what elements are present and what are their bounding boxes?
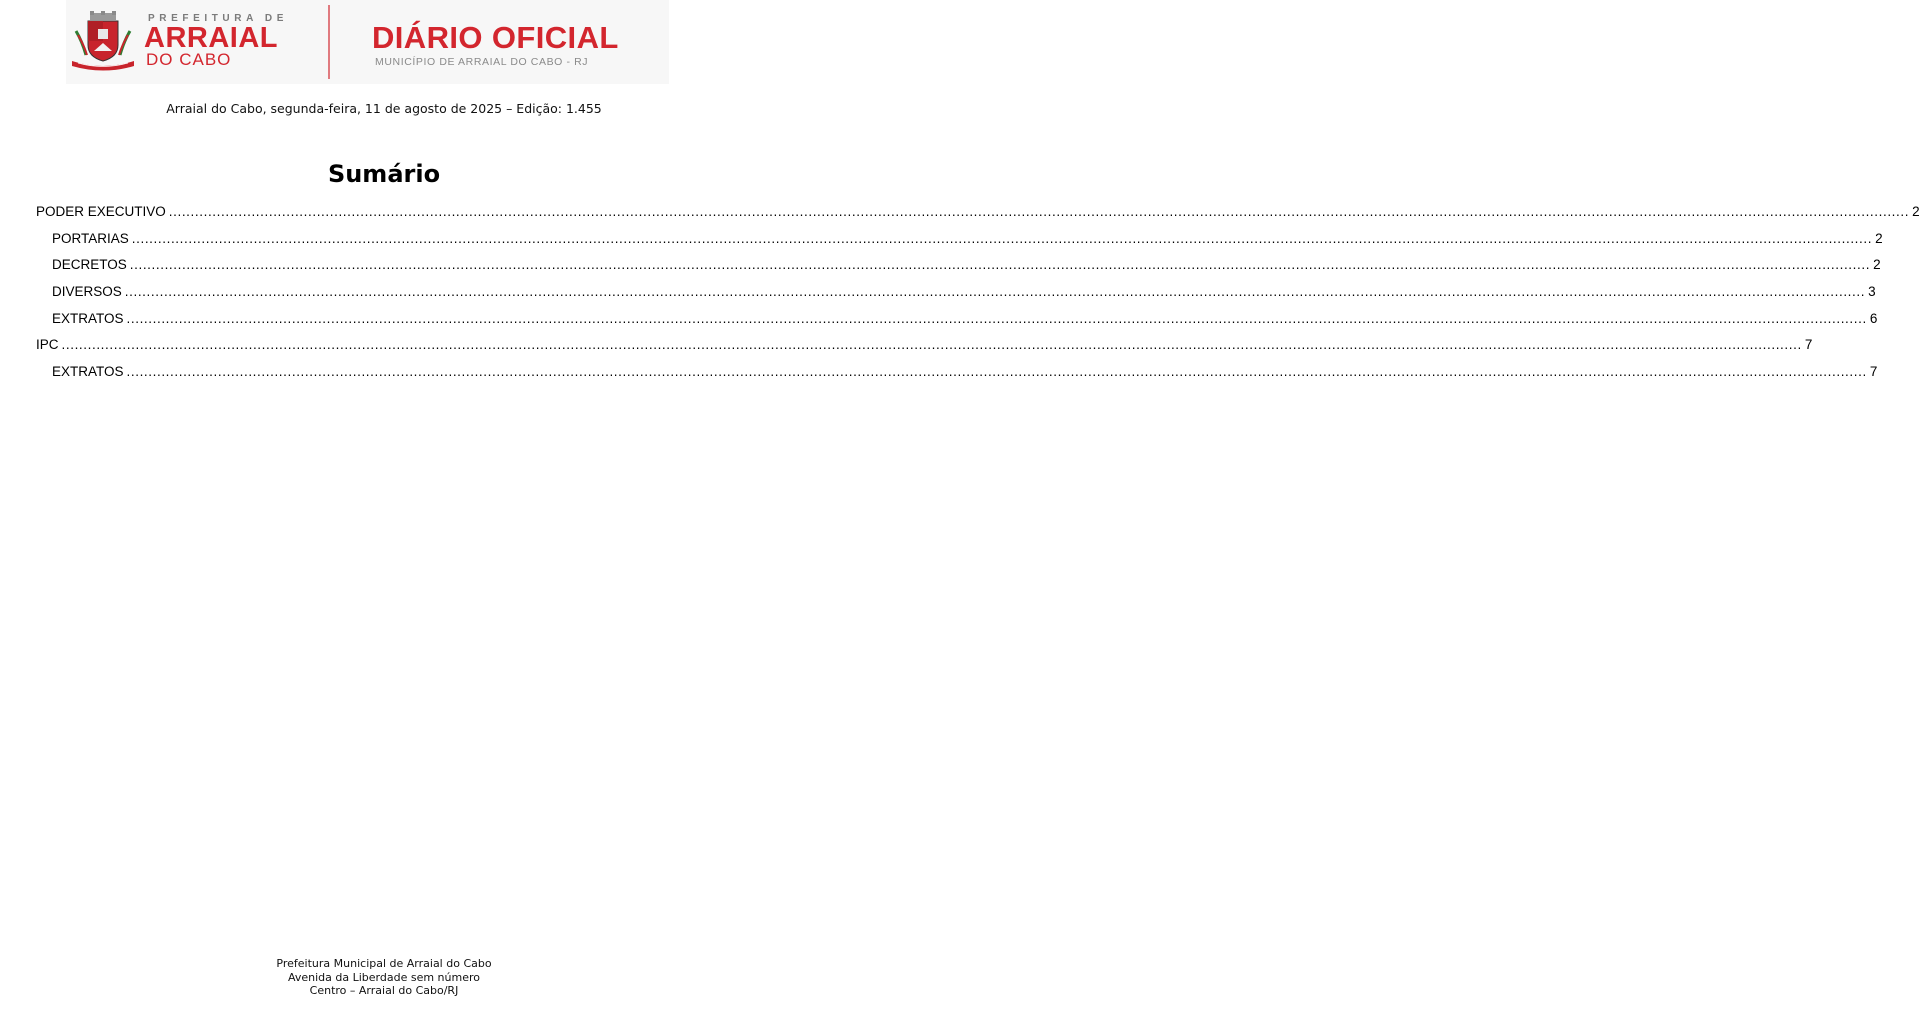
toc-dot-leader: ................................................................................................................................................................................................................................................................................................................................................................................................................ bbox=[131, 230, 1873, 246]
toc-entry-label: DIVERSOS bbox=[52, 284, 122, 300]
page-title: Sumário bbox=[327, 160, 441, 188]
edition-line: Arraial do Cabo, segunda-feira, 11 de agosto de 2025 – Edição: 1.455 bbox=[166, 101, 602, 116]
toc-entry[interactable] bbox=[36, 204, 1920, 231]
toc-entry[interactable] bbox=[36, 284, 1876, 311]
toc-dot-leader: ................................................................................................................................................................................................................................................................................................................................................................................................................ bbox=[126, 364, 1867, 380]
municipal-coat-of-arms-icon bbox=[68, 11, 138, 71]
toc-entry-page: 6 bbox=[1869, 310, 1878, 326]
municipality-line: MUNICÍPIO DE ARRAIAL DO CABO - RJ bbox=[375, 56, 589, 68]
toc-entry-page: 3 bbox=[1868, 284, 1876, 300]
header-divider bbox=[328, 5, 330, 79]
toc-dot-leader: ................................................................................................................................................................................................................................................................................................................................................................................................................ bbox=[168, 204, 1910, 219]
city-name: ARRAIAL bbox=[144, 22, 278, 54]
toc-entry[interactable] bbox=[36, 364, 1878, 391]
table-of-contents bbox=[36, 204, 1920, 391]
prefeitura-label: PREFEITURA DE bbox=[148, 13, 288, 24]
footer-line-3: Centro – Arraial do Cabo/RJ bbox=[309, 984, 459, 997]
toc-dot-leader: ................................................................................................................................................................................................................................................................................................................................................................................................................ bbox=[129, 257, 1871, 273]
toc-entry-page: 7 bbox=[1869, 364, 1878, 380]
toc-entry[interactable] bbox=[36, 337, 1813, 364]
toc-entry-label: PORTARIAS bbox=[52, 230, 129, 246]
toc-entry[interactable] bbox=[36, 230, 1883, 258]
toc-dot-leader: ................................................................................................................................................................................................................................................................................................................................................................................................................ bbox=[61, 337, 1802, 353]
toc-entry-label: EXTRATOS bbox=[52, 310, 124, 326]
footer-line-2: Avenida da Liberdade sem número bbox=[287, 970, 480, 984]
toc-entry-label: EXTRATOS bbox=[52, 364, 124, 380]
toc-entry-page: 2 bbox=[1875, 230, 1883, 246]
publication-title: DIÁRIO OFICIAL bbox=[372, 20, 619, 55]
toc-entry[interactable] bbox=[36, 257, 1881, 284]
toc-entry-label: IPC bbox=[36, 337, 59, 353]
toc-entry-label: PODER EXECUTIVO bbox=[36, 204, 166, 219]
city-suffix: DO CABO bbox=[146, 50, 232, 69]
toc-entry[interactable] bbox=[36, 310, 1878, 338]
page-footer bbox=[0, 957, 768, 998]
toc-dot-leader: ................................................................................................................................................................................................................................................................................................................................................................................................................ bbox=[126, 310, 1867, 326]
footer-line-1: Prefeitura Municipal de Arraial do Cabo bbox=[276, 957, 492, 970]
toc-entry-label: DECRETOS bbox=[52, 257, 127, 273]
toc-entry-page: 2 bbox=[1873, 257, 1881, 273]
toc-entry-page: 2 bbox=[1912, 204, 1920, 219]
toc-entry-page: 7 bbox=[1804, 337, 1813, 353]
toc-dot-leader: ................................................................................................................................................................................................................................................................................................................................................................................................................ bbox=[124, 284, 1866, 300]
